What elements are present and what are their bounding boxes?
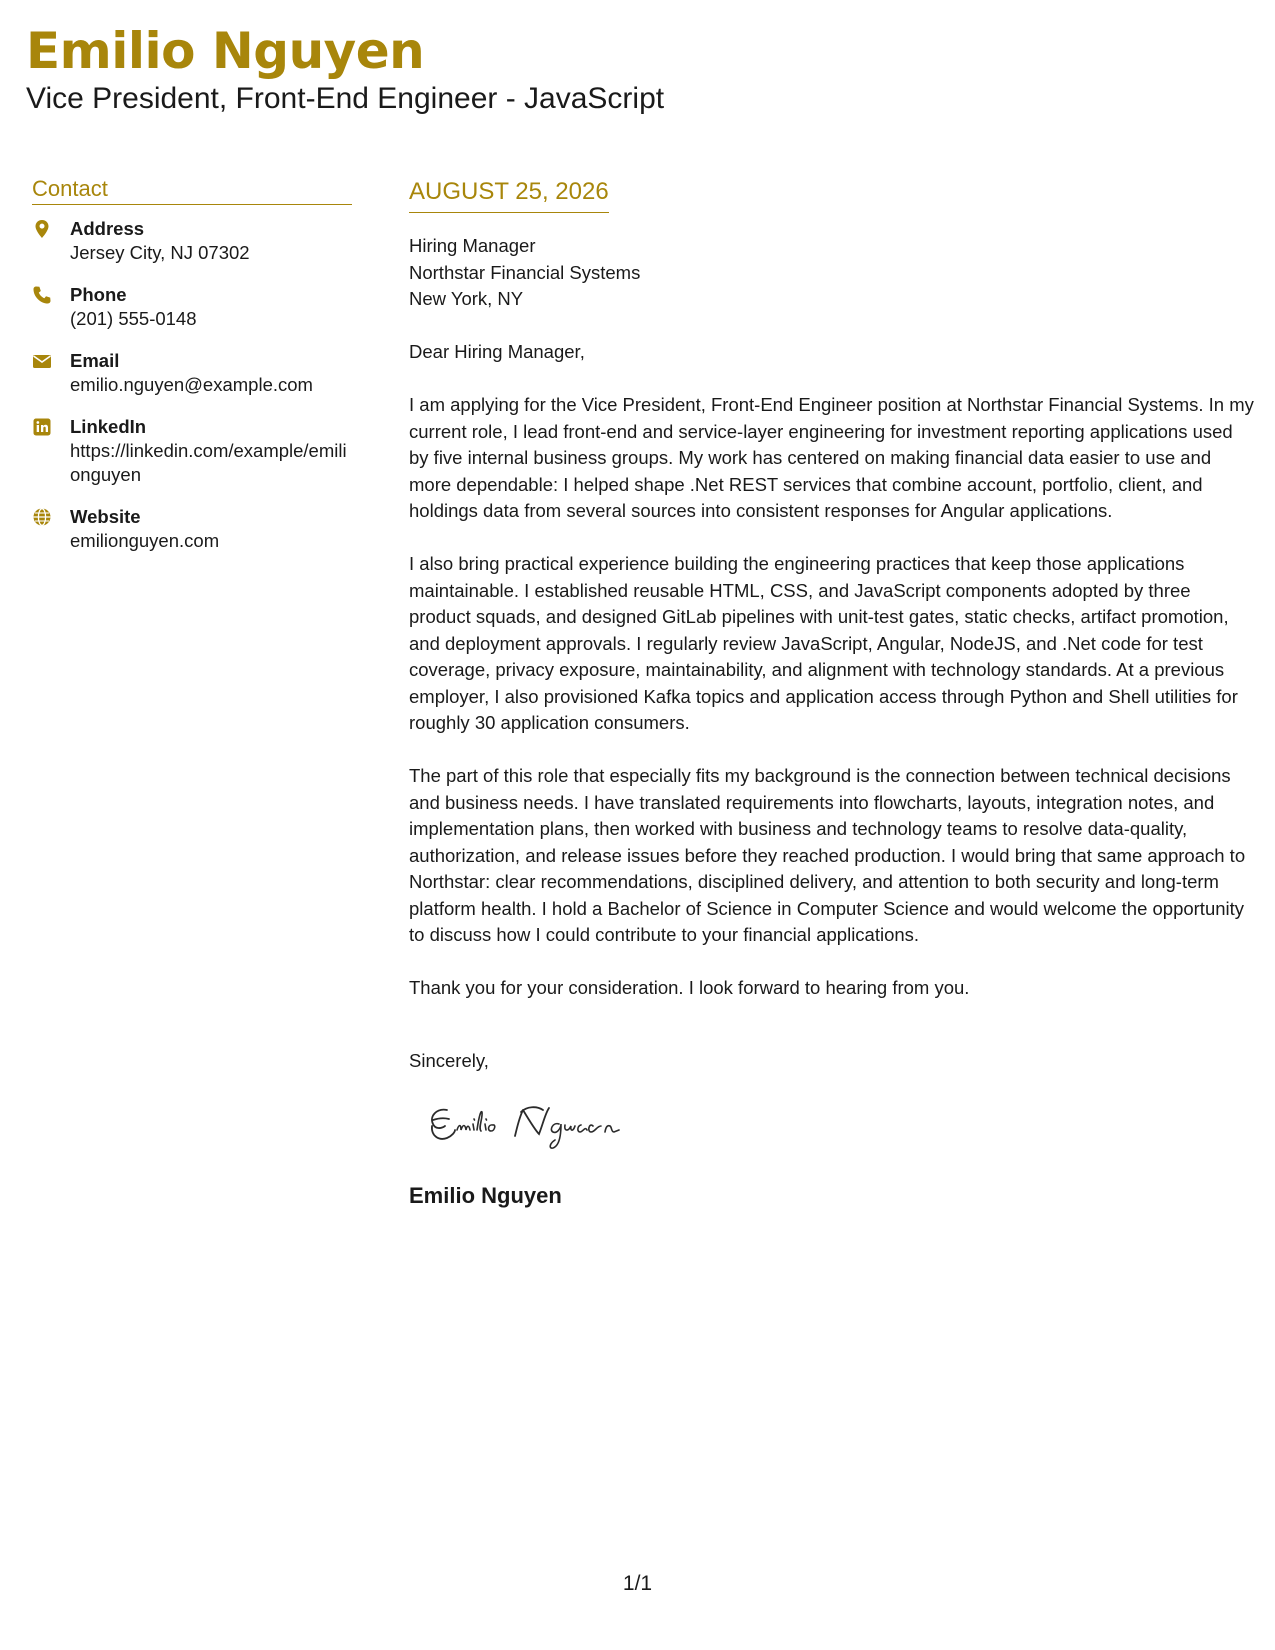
contact-heading: Contact <box>32 176 352 205</box>
contact-value[interactable]: https://linkedin.com/example/emilionguyen <box>70 440 347 485</box>
contact-address <box>32 217 352 265</box>
recipient-line: New York, NY <box>409 288 524 309</box>
contact-sidebar <box>32 176 352 571</box>
closing: Sincerely, <box>409 1049 489 1071</box>
letter-paragraph: The part of this role that especially fits my background is the connection between technical decisions and business needs. I have translated requirements into flowcharts, layouts, integration notes, and implementation plans, then worked with business and technology teams to resolve data-quality, authorization, and release issues before they reached production. I would bring that same approach to Northstar: clear recommendations, disciplined delivery, and attention to both security and long-term platform health. I hold a Bachelor of Science in Computer Science and would welcome the opportunity to discuss how I could contribute to your financial applications. <box>409 765 1246 945</box>
contact-value: Jersey City, NJ 07302 <box>70 242 250 263</box>
recipient-block <box>409 233 1254 313</box>
contact-website <box>32 505 352 553</box>
contact-label: Phone <box>70 284 127 305</box>
letter-date: AUGUST 25, 2026 <box>409 178 609 213</box>
contact-label: LinkedIn <box>70 416 147 437</box>
contact-label: Website <box>70 506 141 527</box>
applicant-name: Emilio Nguyen <box>26 22 425 80</box>
envelope-icon <box>32 349 70 397</box>
letter-paragraph: I am applying for the Vice President, Front-End Engineer position at Northstar Financial Systems. In my current role, I lead front-end and service-layer engineering for investment reporting applications used by five internal business groups. My work has centered on making financial data easier to use and more dependable: I helped shape .Net REST services that combine account, portfolio, client, and holdings data from several sources into consistent responses for Angular applications. <box>409 394 1254 521</box>
map-pin-icon <box>32 217 70 265</box>
contact-value: (201) 555-0148 <box>70 308 197 329</box>
contact-value[interactable]: emilio.nguyen@example.com <box>70 374 313 395</box>
contact-phone <box>32 283 352 331</box>
handwritten-signature <box>425 1096 665 1152</box>
contact-linkedin <box>32 415 352 487</box>
contact-label: Address <box>70 218 145 239</box>
contact-value[interactable]: emilionguyen.com <box>70 530 220 551</box>
letter-paragraph: I also bring practical experience building the engineering practices that keep those applications maintainable. I established reusable HTML, CSS, and JavaScript components adopted by three product squads, and designed GitLab pipelines with unit-test gates, static checks, artifact promotion, and deployment approvals. I regularly review JavaScript, Angular, NodeJS, and .Net code for test coverage, privacy exposure, maintainability, and alignment with technology standards. At a previous employer, I also provisioned Kafka topics and application access through Python and Shell utilities for roughly 30 application consumers. <box>409 553 1238 733</box>
recipient-line: Northstar Financial Systems <box>409 261 641 283</box>
contact-label: Email <box>70 350 120 371</box>
globe-icon <box>32 505 70 553</box>
contact-email <box>32 349 352 397</box>
letter-paragraph: Thank you for your consideration. I look forward to hearing from you. <box>409 977 970 998</box>
applicant-role: Vice President, Front-End Engineer - JavaScript <box>26 82 665 115</box>
letter-body <box>409 178 1254 1209</box>
phone-icon <box>32 283 70 331</box>
recipient-line: Hiring Manager <box>409 235 536 256</box>
salutation: Dear Hiring Manager, <box>409 341 585 362</box>
page-number: 1/1 <box>622 1572 653 1595</box>
signer-name: Emilio Nguyen <box>409 1182 562 1208</box>
linkedin-icon <box>32 415 70 487</box>
